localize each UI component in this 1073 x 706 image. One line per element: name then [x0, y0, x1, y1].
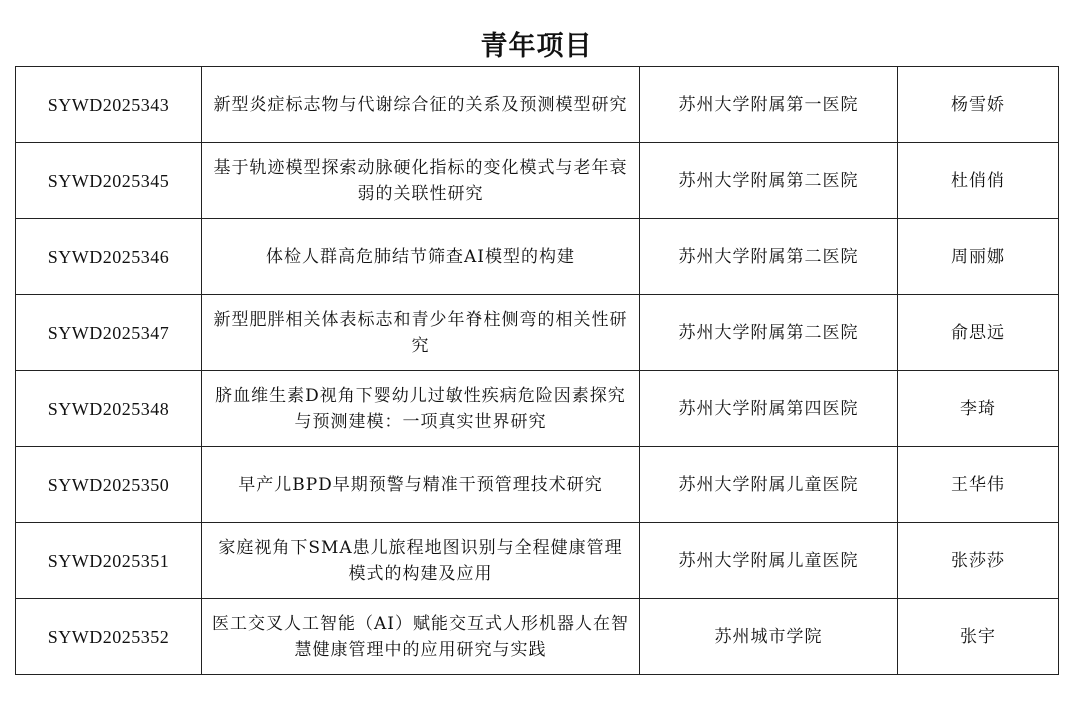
- project-institution: 苏州大学附属第一医院: [640, 67, 898, 143]
- project-code: SYWD2025346: [16, 219, 202, 295]
- project-code: SYWD2025350: [16, 447, 202, 523]
- project-code: SYWD2025343: [16, 67, 202, 143]
- project-table: [15, 66, 1059, 675]
- project-person: 俞思远: [898, 295, 1059, 371]
- project-topic: 脐血维生素D视角下婴幼儿过敏性疾病危险因素探究与预测建模：一项真实世界研究: [202, 371, 640, 447]
- project-topic: 家庭视角下SMA患儿旅程地图识别与全程健康管理模式的构建及应用: [202, 523, 640, 599]
- table-row: [16, 599, 1059, 675]
- project-institution: 苏州大学附属第二医院: [640, 295, 898, 371]
- project-institution: 苏州大学附属儿童医院: [640, 447, 898, 523]
- project-institution: 苏州大学附属第二医院: [640, 143, 898, 219]
- project-topic: 早产儿BPD早期预警与精准干预管理技术研究: [202, 447, 640, 523]
- project-person: 周丽娜: [898, 219, 1059, 295]
- project-institution: 苏州大学附属第四医院: [640, 371, 898, 447]
- table-row: [16, 219, 1059, 295]
- project-code: SYWD2025352: [16, 599, 202, 675]
- table-row: [16, 143, 1059, 219]
- project-topic: 医工交叉人工智能（AI）赋能交互式人形机器人在智慧健康管理中的应用研究与实践: [202, 599, 640, 675]
- project-person: 张莎莎: [898, 523, 1059, 599]
- project-code: SYWD2025348: [16, 371, 202, 447]
- project-person: 张宇: [898, 599, 1059, 675]
- project-institution: 苏州城市学院: [640, 599, 898, 675]
- table-row: [16, 67, 1059, 143]
- project-person: 王华伟: [898, 447, 1059, 523]
- project-institution: 苏州大学附属第二医院: [640, 219, 898, 295]
- project-institution: 苏州大学附属儿童医院: [640, 523, 898, 599]
- project-person: 杨雪娇: [898, 67, 1059, 143]
- project-topic: 新型肥胖相关体表标志和青少年脊柱侧弯的相关性研究: [202, 295, 640, 371]
- project-topic: 体检人群高危肺结节筛查AI模型的构建: [202, 219, 640, 295]
- project-topic: 基于轨迹模型探索动脉硬化指标的变化模式与老年衰弱的关联性研究: [202, 143, 640, 219]
- table-row: [16, 295, 1059, 371]
- project-person: 杜俏俏: [898, 143, 1059, 219]
- project-person: 李琦: [898, 371, 1059, 447]
- table-row: [16, 523, 1059, 599]
- table-row: [16, 371, 1059, 447]
- project-topic: 新型炎症标志物与代谢综合征的关系及预测模型研究: [202, 67, 640, 143]
- project-code: SYWD2025351: [16, 523, 202, 599]
- project-code: SYWD2025347: [16, 295, 202, 371]
- table-row: [16, 447, 1059, 523]
- page-title: 青年项目: [480, 31, 593, 62]
- project-code: SYWD2025345: [16, 143, 202, 219]
